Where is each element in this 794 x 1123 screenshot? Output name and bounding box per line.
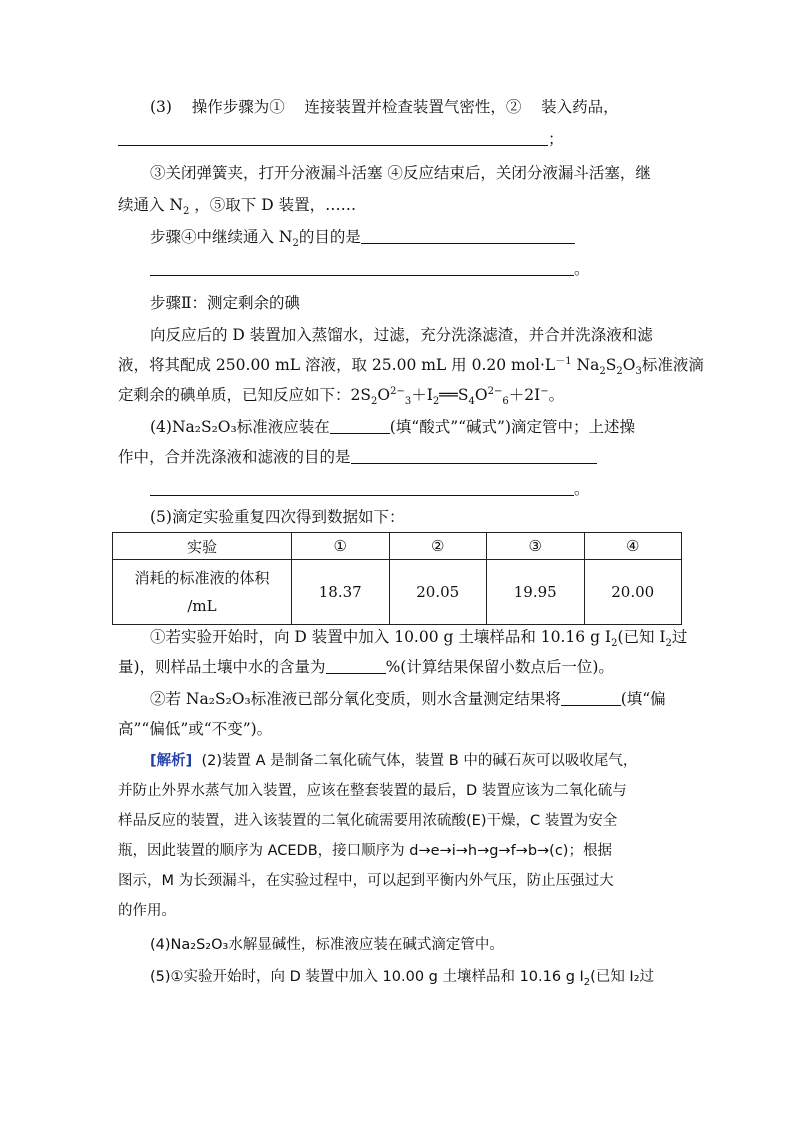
q5-intro: (5)滴定实验重复四次得到数据如下： [150, 508, 405, 526]
answer-blank[interactable] [118, 129, 548, 146]
q3-step-line: (3) 操作步骤为① 连接装置并检查装置气密性，② 装入药品， [150, 98, 619, 116]
table-header-row [113, 533, 682, 560]
titration-data-table [112, 532, 682, 625]
table-cell: 20.05 [389, 560, 487, 625]
analysis-line6: 的作用。 [118, 903, 176, 919]
answer-blank[interactable] [330, 417, 390, 434]
table-header-cell: 实验 [113, 533, 292, 560]
q3-step5-line: 续通入 $N_2$ ，⑤取下 D 装置，…… [118, 196, 357, 218]
analysis-line1: [解析] (2)装置 A 是制备二氧化硫气体，装置 B 中的碱石灰可以吸收尾气， [150, 753, 638, 769]
q3-purpose-blank: 。 [150, 258, 590, 280]
step2-heading: 步骤Ⅱ：测定剩余的碘 [150, 294, 301, 312]
table-header-cell: ④ [584, 533, 682, 560]
answer-blank[interactable] [361, 227, 575, 244]
q5-1-line2: 量)，则样品土壤中水的含量为 %(计算结果保留小数点后一位)。 [118, 658, 614, 676]
analysis-tag: [解析] [150, 753, 193, 769]
q3-step3-line: ③关闭弹簧夹，打开分液漏斗活塞 ④反应结束后，关闭分液漏斗活塞，继 [150, 164, 651, 182]
q3-blank-line: ； [118, 128, 564, 150]
q5-2-line2: 高”“偏低”或“不变”)。 [118, 720, 273, 738]
q3-purpose-line: 步骤④中继续通入 $N_2$的目的是 [150, 226, 575, 248]
step2-text-1: 向反应后的 D 装置加入蒸馏水，过滤，充分洗涤滤渣，并合并洗涤液和滤 [150, 326, 653, 344]
table-header-cell: ③ [487, 533, 585, 560]
answer-blank[interactable] [561, 689, 621, 706]
q5-1-line1: ①若实验开始时，向 D 装置中加入 10.00 g 土壤样品和 10.16 g $I_2$(已知 $I_2$过 [150, 628, 688, 650]
analysis-line5: 图示，M 为长颈漏斗，在实验过程中，可以起到平衡内外气压，防止压强过大 [118, 873, 614, 889]
table-row-label: 消耗的标准液的体积 /mL [113, 560, 292, 625]
step2-text-3: 定剩余的碘单质，已知反应如下：$2S_2O^{2-}_3+I_2══S_4O^{2-}_6+2I^-$。 [118, 385, 565, 408]
answer-blank[interactable] [351, 447, 597, 464]
q4-line1: (4)Na₂S₂O₃标准液应装在 (填“酸式”“碱式”)滴定管中；上述操 [150, 418, 636, 436]
step2-text-2: 液，将其配成 250.00 mL 溶液，取 25.00 mL 用 0.20 $mol\cdot L^{-1}$ $Na_2S_2O_3$标准液滴 [118, 355, 704, 378]
answer-blank[interactable] [150, 479, 574, 496]
table-row [113, 560, 682, 625]
answer-blank[interactable] [150, 259, 574, 276]
q4-line2: 作中，合并洗涤液和滤液的目的是 [118, 446, 597, 468]
table-header-cell: ① [292, 533, 390, 560]
table-cell: 20.00 [584, 560, 682, 625]
table-cell: 18.37 [292, 560, 390, 625]
analysis-line8: (5)①实验开始时，向 D 装置中加入 10.00 g 土壤样品和 10.16 g $I_2$(已知 I₂过 [150, 969, 655, 988]
q5-2-line1: ②若 Na₂S₂O₃标准液已部分氧化变质，则水含量测定结果将 (填“偏 [150, 690, 666, 708]
q4-line3: 。 [150, 478, 590, 500]
analysis-line7: (4)Na₂S₂O₃水解显碱性，标准液应装在碱式滴定管中。 [150, 937, 504, 953]
analysis-line2: 并防止外界水蒸气加入装置，应该在整套装置的最后，D 装置应该为二氧化硫与 [118, 783, 627, 799]
table-cell: 19.95 [487, 560, 585, 625]
analysis-line4: 瓶，因此装置的顺序为 ACEDB，接口顺序为 d→e→i→h→g→f→b→(c)；根据 [118, 843, 612, 859]
analysis-line3: 样品反应的装置，进入该装置的二氧化硫需要用浓硫酸(E)干燥，C 装置为安全 [118, 813, 618, 829]
answer-blank[interactable] [326, 657, 386, 674]
table-header-cell: ② [389, 533, 487, 560]
